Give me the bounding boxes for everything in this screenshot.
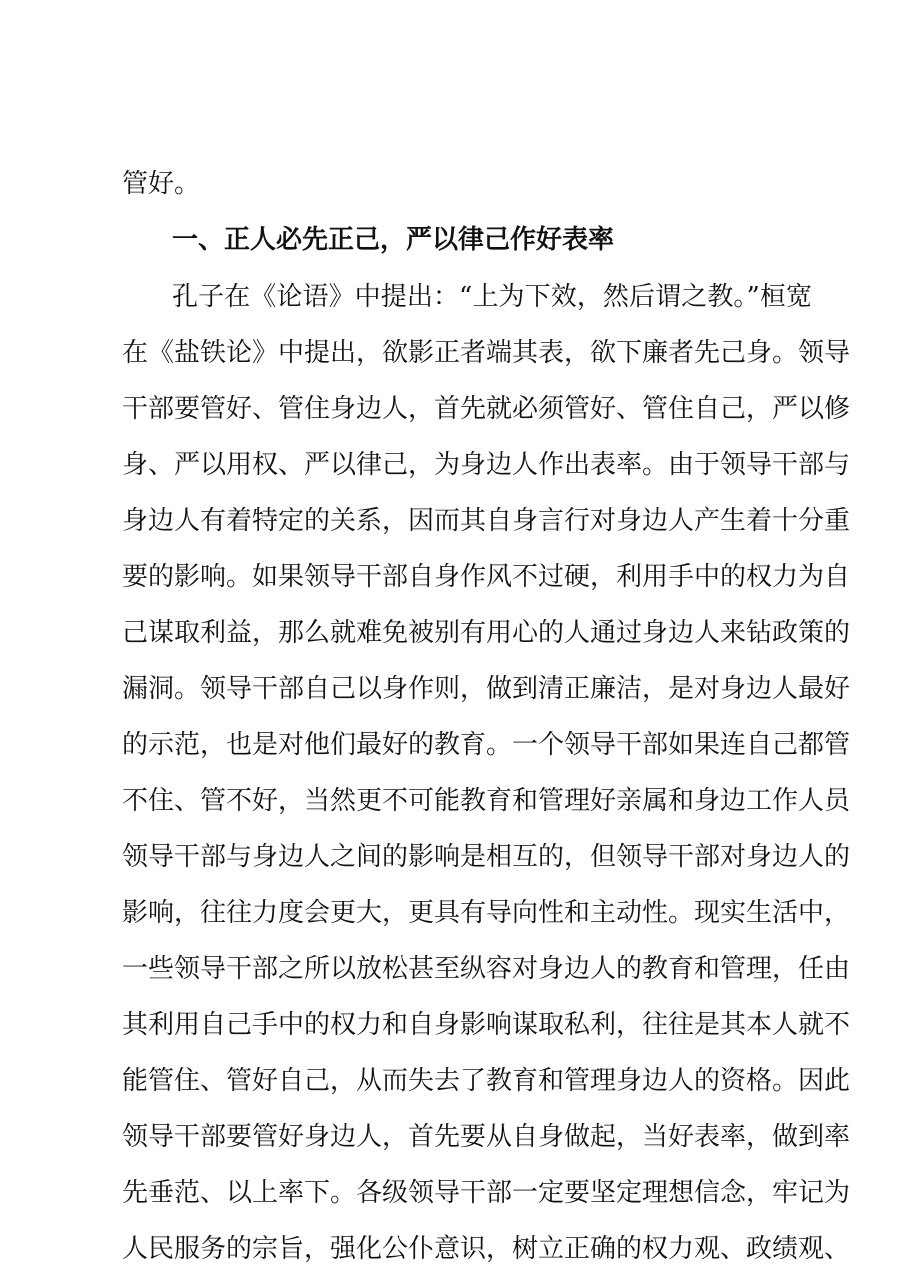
paragraph-line-14: 其利用自己手中的权力和自身影响谋取私利，往往是其本人就不	[122, 1010, 851, 1040]
paragraph-line-18: 人民服务的宗旨，强化公仆意识，树立正确的权力观、政绩观、	[122, 1234, 851, 1264]
intro-line: 管好。	[122, 169, 201, 199]
paragraph-line-3: 干部要管好、管住身边人，首先就必须管好、管住自己，严以修	[122, 394, 851, 424]
paragraph-line-6: 要的影响。如果领导干部自身作风不过硬，利用手中的权力为自	[122, 562, 851, 592]
section-heading: 一、正人必先正己，严以律己作好表率	[172, 225, 615, 255]
paragraph-line-12: 影响，往往力度会更大，更具有导向性和主动性。现实生活中，	[122, 898, 851, 928]
paragraph-line-4: 身、严以用权、严以律己，为身边人作出表率。由于领导干部与	[122, 450, 851, 480]
paragraph-line-16: 领导干部要管好身边人，首先要从自身做起，当好表率，做到率	[122, 1122, 851, 1152]
paragraph-line-8: 漏洞。领导干部自己以身作则，做到清正廉洁，是对身边人最好	[122, 674, 851, 704]
paragraph-line-15: 能管住、管好自己，从而失去了教育和管理身边人的资格。因此	[122, 1066, 851, 1096]
paragraph-line-9: 的示范，也是对他们最好的教育。一个领导干部如果连自己都管	[122, 730, 851, 760]
paragraph-line-2: 在《盐铁论》中提出，欲影正者端其表，欲下廉者先己身。领导	[122, 338, 851, 368]
paragraph-line-11: 领导干部与身边人之间的影响是相互的，但领导干部对身边人的	[122, 842, 851, 872]
paragraph-line-1: 孔子在《论语》中提出：“上为下效，然后谓之教。”桓宽	[172, 282, 812, 312]
paragraph-line-7: 己谋取利益，那么就难免被别有用心的人通过身边人来钻政策的	[122, 618, 851, 648]
paragraph-line-5: 身边人有着特定的关系，因而其自身言行对身边人产生着十分重	[122, 506, 851, 536]
paragraph-line-13: 一些领导干部之所以放松甚至纵容对身边人的教育和管理，任由	[122, 954, 851, 984]
paragraph-line-17: 先垂范、以上率下。各级领导干部一定要坚定理想信念，牢记为	[122, 1178, 851, 1208]
paragraph-line-10: 不住、管不好，当然更不可能教育和管理好亲属和身边工作人员	[122, 786, 851, 816]
